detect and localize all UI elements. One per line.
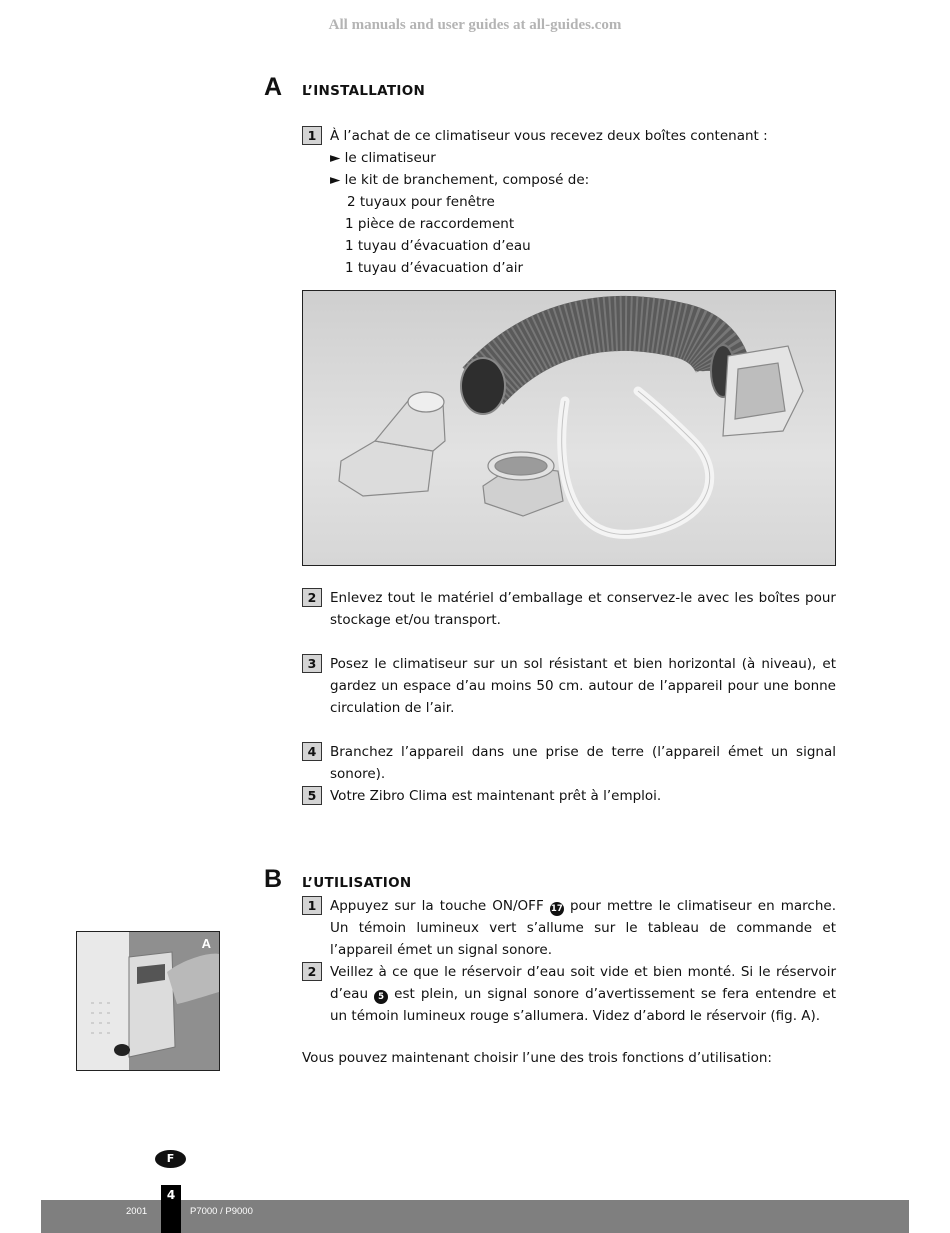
footer-year: 2001	[126, 1206, 148, 1217]
step-text-before: Appuyez sur la touche ON/OFF	[330, 898, 544, 914]
footer-model: P7000 / P9000	[190, 1206, 253, 1217]
kit-item: 1 tuyau d’évacuation d’air	[345, 260, 524, 276]
step-text	[330, 895, 836, 961]
step-text	[330, 961, 836, 1027]
water-tank-ref-badge: 5	[374, 990, 388, 1004]
step-b1	[302, 895, 836, 961]
kit-item: 1 tuyau d’évacuation d’eau	[345, 238, 531, 254]
kit-photo	[302, 290, 836, 566]
step-text: Enlevez tout le matériel d’emballage et conservez-le avec les boîtes pour stockage et/ou transport.	[330, 590, 836, 628]
closing-text: Vous pouvez maintenant choisir l’une des trois fonctions d’utilisation:	[302, 1050, 772, 1066]
step-number: 3	[302, 654, 322, 673]
step-number: 2	[302, 588, 322, 607]
step-text: Posez le climatiseur sur un sol résistant et bien horizontal (à niveau), et gardez un espace d’au moins 50 cm. autour de l’appareil pour une bonne circulation de l’air.	[330, 656, 836, 716]
window-adapter-left	[339, 392, 445, 496]
water-tube	[562, 391, 710, 534]
section-b-title: L’UTILISATION	[302, 875, 412, 891]
step-a5	[302, 785, 836, 807]
figure-a-label: A	[201, 936, 211, 951]
step-text-after: pour mettre le climatiseur en marche. Un témoin lumineux vert s’allume sur le tableau de commande et l’appareil émet un signal sonore.	[330, 898, 836, 958]
air-hose	[461, 323, 735, 414]
section-a-letter: A	[264, 73, 283, 101]
step-number: 1	[302, 126, 322, 145]
step-text: Branchez l’appareil dans une prise de terre (l’appareil émet un signal sonore).	[330, 744, 836, 782]
figure-a-photo	[76, 931, 220, 1071]
page-number: 4	[161, 1185, 181, 1233]
step-text-after: est plein, un signal sonore d’avertissement se fera entendre et un témoin lumineux rouge s’allumera. Videz d’abord le réservoir (fig. A).	[330, 986, 837, 1024]
connection-ring	[483, 452, 563, 516]
step-text: Votre Zibro Clima est maintenant prêt à l’emploi.	[330, 788, 662, 804]
kit-item: 2 tuyaux pour fenêtre	[347, 194, 495, 210]
section-a-title: L’INSTALLATION	[302, 83, 426, 99]
step-b2	[302, 961, 836, 1027]
watermark: All manuals and user guides at all-guides.com	[328, 17, 622, 33]
step-a3	[302, 653, 836, 719]
kit-photo-illustration	[303, 291, 835, 565]
kit-item: 1 pièce de raccordement	[345, 216, 515, 232]
step-text: À l’achat de ce climatiseur vous recevez deux boîtes contenant :	[330, 128, 768, 144]
section-b-letter: B	[264, 865, 283, 893]
step-number: 1	[302, 896, 322, 915]
step-a2	[302, 587, 836, 631]
figure-a-illustration	[77, 932, 219, 1070]
step-a1	[302, 125, 836, 279]
step-number: 2	[302, 962, 322, 981]
step-text-before: Veillez à ce que le réservoir d’eau soit vide et bien monté. Si le réservoir d’eau	[330, 964, 836, 1002]
step-number: 4	[302, 742, 322, 761]
bullet-item: ► le kit de branchement, composé de:	[330, 172, 590, 188]
step-a4	[302, 741, 836, 785]
bullet-item: ► le climatiseur	[330, 150, 436, 166]
on-off-ref-badge: 17	[550, 904, 563, 914]
step-number: 5	[302, 786, 322, 805]
language-badge: F	[155, 1150, 186, 1168]
window-adapter-right	[723, 346, 803, 436]
